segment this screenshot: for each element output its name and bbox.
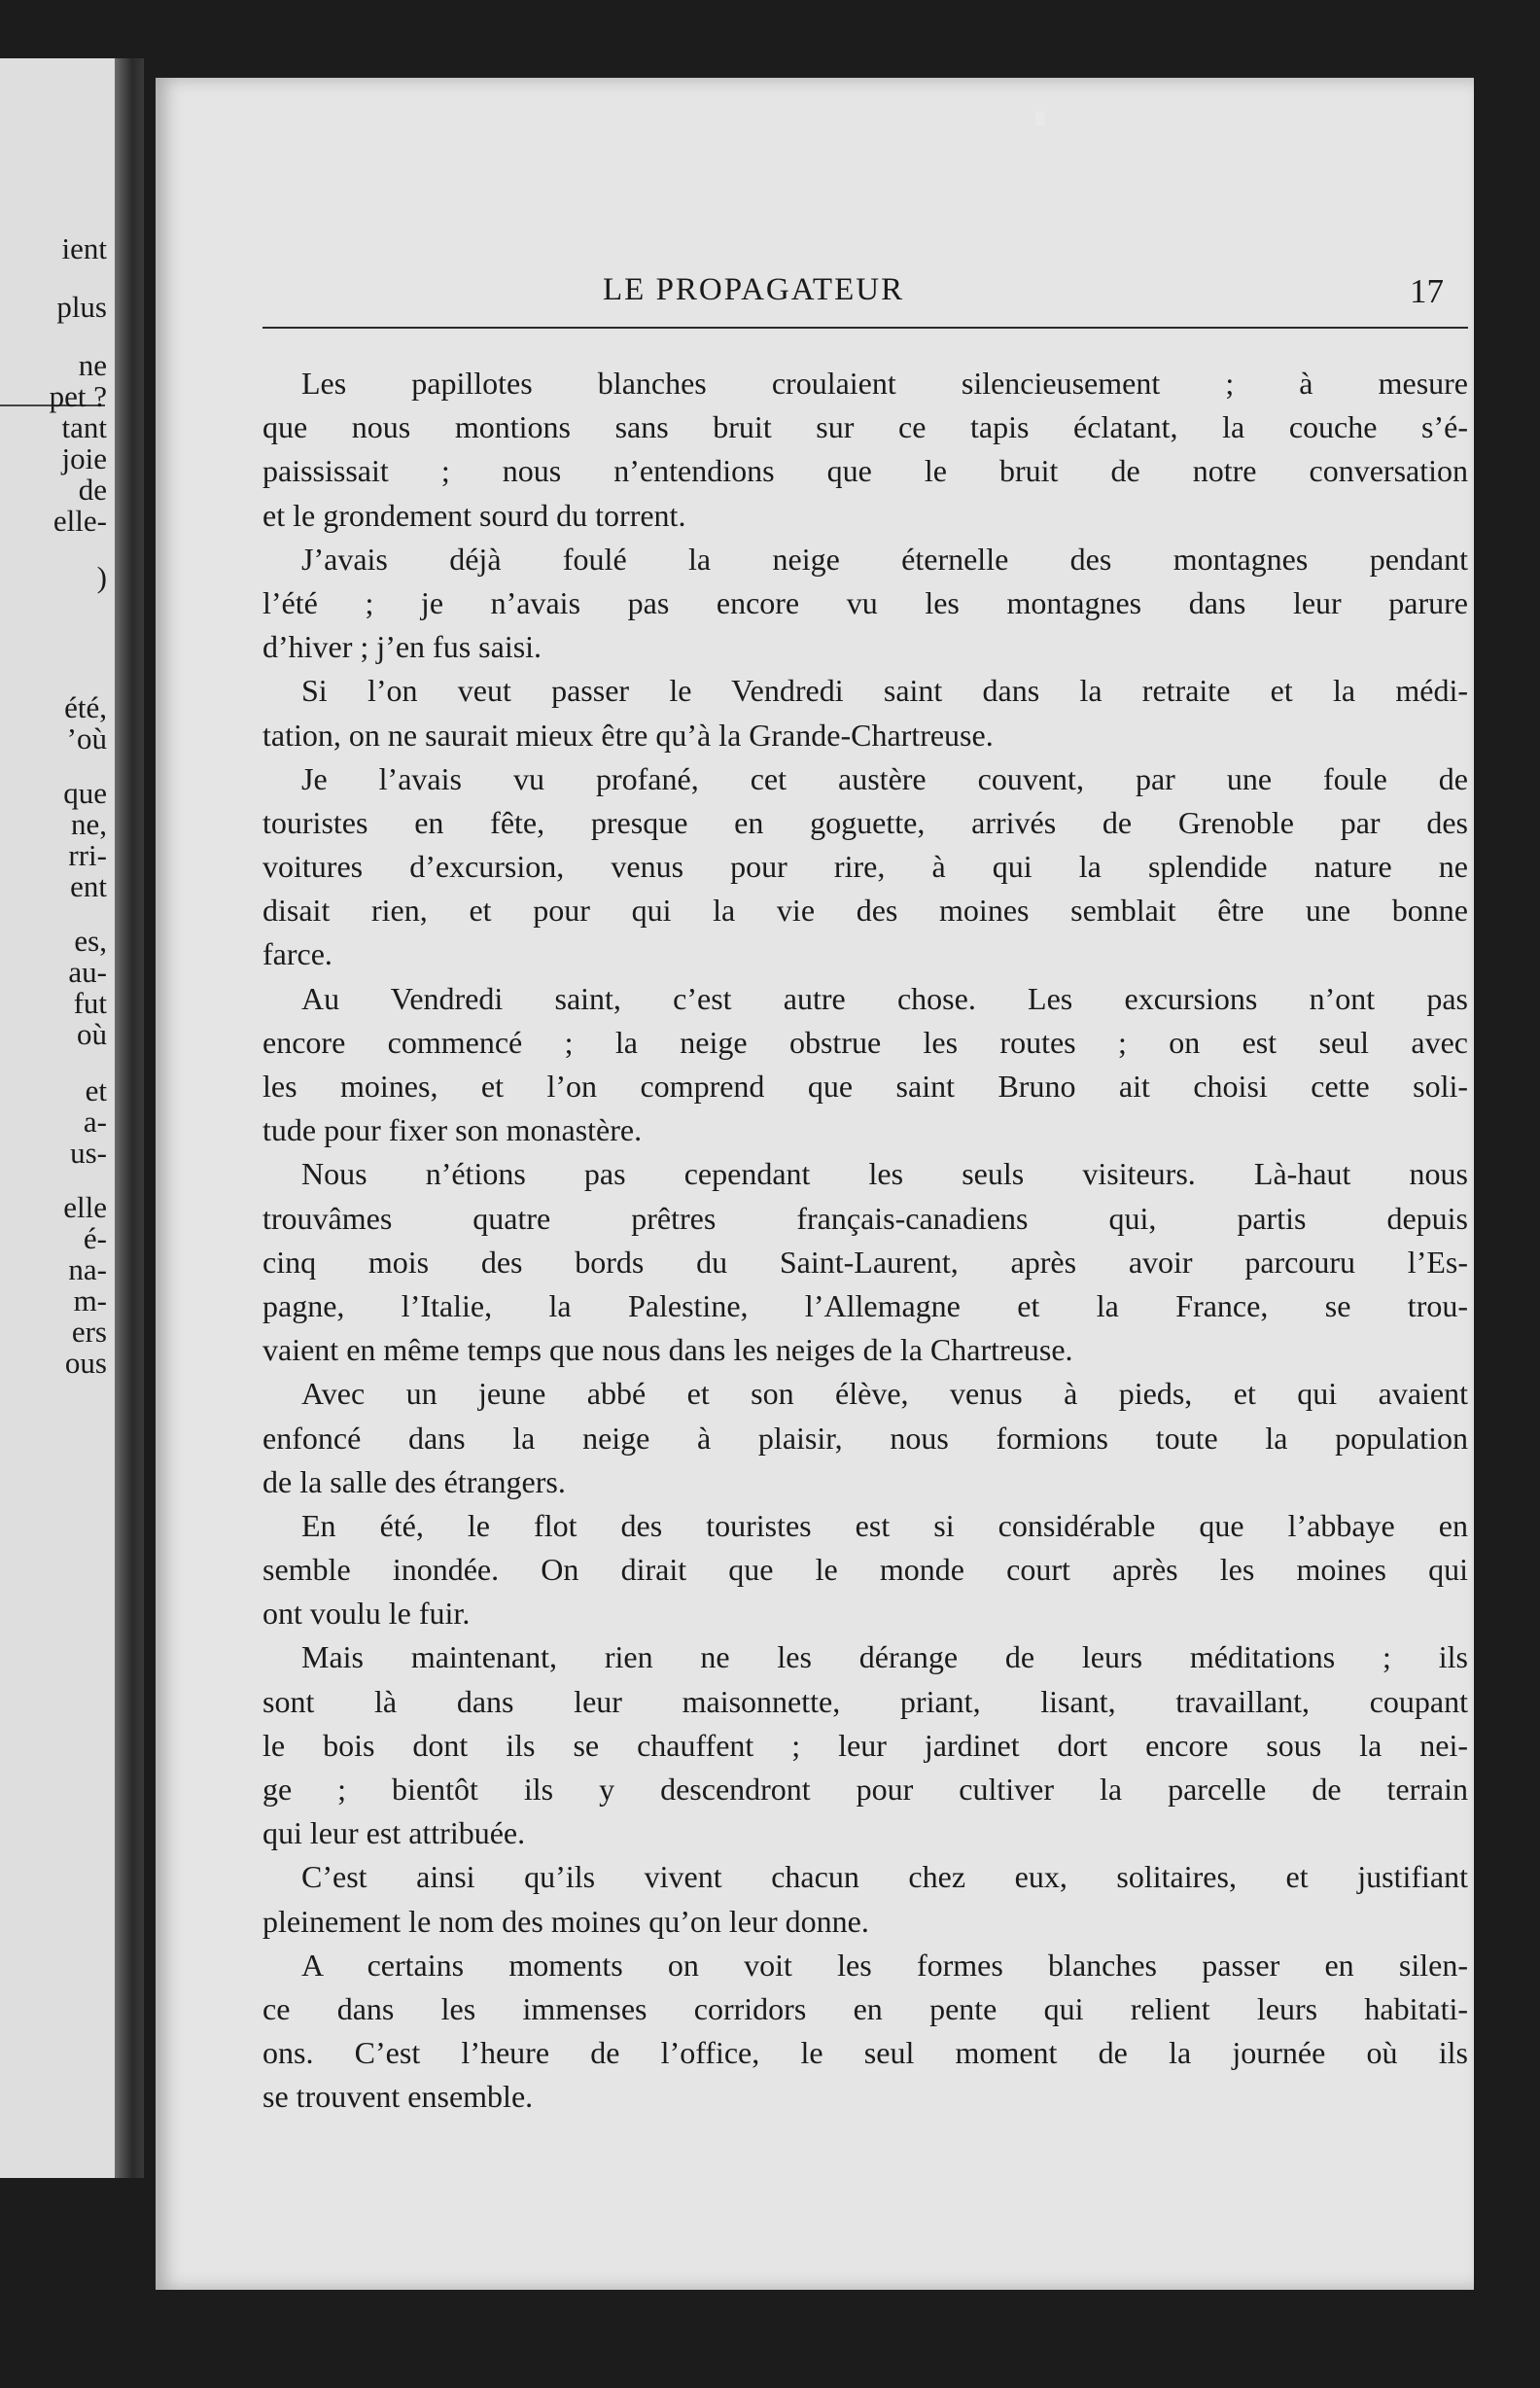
facing-page-fragment: et <box>85 1073 107 1107</box>
text-line: Mais maintenant, rien ne les dérange de leurs méditations ; ils <box>301 1639 1468 1675</box>
text-line: J’avais déjà foulé la neige éternelle des montagnes pendant <box>301 541 1468 577</box>
facing-page-fragment: es, <box>74 924 107 958</box>
paragraph <box>262 1372 1468 1504</box>
facing-page-fragment: au- <box>68 955 107 989</box>
text-line: Avec un jeune abbé et son élève, venus à pieds, et qui avaient <box>301 1376 1468 1412</box>
text-line: encore commencé ; la neige obstrue les routes ; on est seul avec <box>262 1024 1468 1060</box>
facing-page-fragment: plus <box>56 290 107 324</box>
text-line: se trouvent ensemble. <box>262 2079 534 2115</box>
paragraph <box>262 538 1468 670</box>
text-line: sont là dans leur maisonnette, priant, lisant, travaillant, coupant <box>262 1683 1468 1719</box>
paragraph <box>262 1504 1468 1636</box>
text-line: pagne, l’Italie, la Palestine, l’Allemagne et la France, se trou- <box>262 1287 1468 1323</box>
text-line: ce dans les immenses corridors en pente qui relient leurs habitati- <box>262 1990 1468 2026</box>
paragraph <box>262 1944 1468 2120</box>
text-line: l’été ; je n’avais pas encore vu les montagnes dans leur parure <box>262 584 1468 620</box>
paragraph <box>262 669 1468 756</box>
facing-page-fragment: rri- <box>68 838 107 872</box>
text-line: disait rien, et pour qui la vie des moines semblait être une bonne <box>262 893 1468 929</box>
facing-page-fragment: ’où <box>66 721 107 755</box>
text-line: Au Vendredi saint, c’est autre chose. Les excursions n’ont pas <box>301 980 1468 1016</box>
text-line: Je l’avais vu profané, cet austère couvent, par une foule de <box>301 760 1468 796</box>
facing-page-fragment: é- <box>83 1221 107 1255</box>
text-line: touristes en fête, presque en goguette, arrivés de Grenoble par des <box>262 804 1468 840</box>
text-line: A certains moments on voit les formes blanches passer en silen- <box>301 1947 1468 1983</box>
paragraph <box>262 1152 1468 1372</box>
paragraph <box>262 1635 1468 1855</box>
facing-page-fragment: ent <box>70 869 107 903</box>
facing-page-fragment: ers <box>71 1315 107 1349</box>
text-line: qui leur est attribuée. <box>262 1815 526 1851</box>
text-line: et le grondement sourd du torrent. <box>262 497 686 533</box>
facing-page-fragment: été, <box>64 690 107 724</box>
text-line: enfoncé dans la neige à plaisir, nous formions toute la population <box>262 1420 1468 1456</box>
paper-speck <box>1035 111 1045 126</box>
text-line: voitures d’excursion, venus pour rire, à qui la splendide nature ne <box>262 849 1468 885</box>
text-line: farce. <box>262 936 332 972</box>
facing-page-fragment: joie <box>61 441 107 475</box>
text-line: semble inondée. On dirait que le monde court après les moines qui <box>262 1552 1468 1588</box>
text-line: vaient en même temps que nous dans les neiges de la Chartreuse. <box>262 1332 1073 1368</box>
text-line: ons. C’est l’heure de l’office, le seul moment de la journée où ils <box>262 2035 1468 2071</box>
facing-page-fragment: fut <box>73 986 107 1020</box>
text-line: le bois dont ils se chauffent ; leur jardinet dort encore sous la nei- <box>262 1727 1468 1763</box>
facing-page-fragment: où <box>77 1017 107 1051</box>
paragraph <box>262 757 1468 977</box>
text-line: pleinement le nom des moines qu’on leur donne. <box>262 1903 869 1939</box>
body-text <box>262 362 1468 2120</box>
facing-page-fragment: ne, <box>70 807 107 841</box>
facing-page-fragment: de <box>78 473 107 507</box>
text-line: d’hiver ; j’en fus saisi. <box>262 629 542 665</box>
text-line: cinq mois des bords du Saint-Laurent, après avoir parcouru l’Es- <box>262 1244 1468 1280</box>
text-line: Les papillotes blanches croulaient silencieusement ; à mesure <box>301 366 1468 401</box>
facing-page-fragment: m- <box>73 1283 107 1317</box>
book-gutter <box>115 58 144 2178</box>
text-line: En été, le flot des touristes est si considérable que l’abbaye en <box>301 1507 1468 1543</box>
facing-page-fragment: elle <box>63 1190 107 1224</box>
facing-page-fragment: tant <box>61 410 107 444</box>
text-line: Si l’on veut passer le Vendredi saint dans la retraite et la médi- <box>301 673 1468 709</box>
facing-page-fragment: ous <box>64 1346 107 1380</box>
paragraph <box>262 977 1468 1153</box>
page-number: 17 <box>1410 272 1444 310</box>
facing-page-fragment: ne <box>78 348 107 382</box>
facing-page-fragment: a- <box>83 1105 107 1139</box>
text-line: paississait ; nous n’entendions que le bruit de notre conversation <box>262 453 1468 489</box>
text-line: de la salle des étrangers. <box>262 1463 566 1499</box>
facing-page-fragment: ) <box>96 560 107 594</box>
facing-page <box>0 58 115 2178</box>
running-title: LE PROPAGATEUR <box>603 272 905 307</box>
text-line: C’est ainsi qu’ils vivent chacun chez eux, solitaires, et justifiant <box>301 1859 1468 1895</box>
facing-page-fragment: na- <box>68 1252 107 1286</box>
book-page <box>156 78 1474 2290</box>
facing-page-fragment: pet ? <box>49 379 107 413</box>
text-line: Nous n’étions pas cependant les seuls visiteurs. Là-haut nous <box>301 1156 1468 1192</box>
text-line: tude pour fixer son monastère. <box>262 1112 643 1148</box>
header-rule <box>262 327 1468 329</box>
text-line: que nous montions sans bruit sur ce tapis éclatant, la couche s’é- <box>262 409 1468 445</box>
paragraph <box>262 362 1468 538</box>
text-line: ont voulu le fuir. <box>262 1596 471 1632</box>
text-line: ge ; bientôt ils y descendront pour cultiver la parcelle de terrain <box>262 1772 1468 1807</box>
facing-page-fragment: elle- <box>52 504 107 538</box>
text-line: trouvâmes quatre prêtres français-canadiens qui, partis depuis <box>262 1200 1468 1236</box>
text-line: tation, on ne saurait mieux être qu’à la Grande-Chartreuse. <box>262 717 994 753</box>
text-line: les moines, et l’on comprend que saint Bruno ait choisi cette soli- <box>262 1069 1468 1104</box>
facing-page-fragment: us- <box>70 1136 107 1170</box>
facing-page-fragment: que <box>63 776 107 810</box>
facing-page-fragment: ient <box>61 231 107 265</box>
paragraph <box>262 1855 1468 1943</box>
